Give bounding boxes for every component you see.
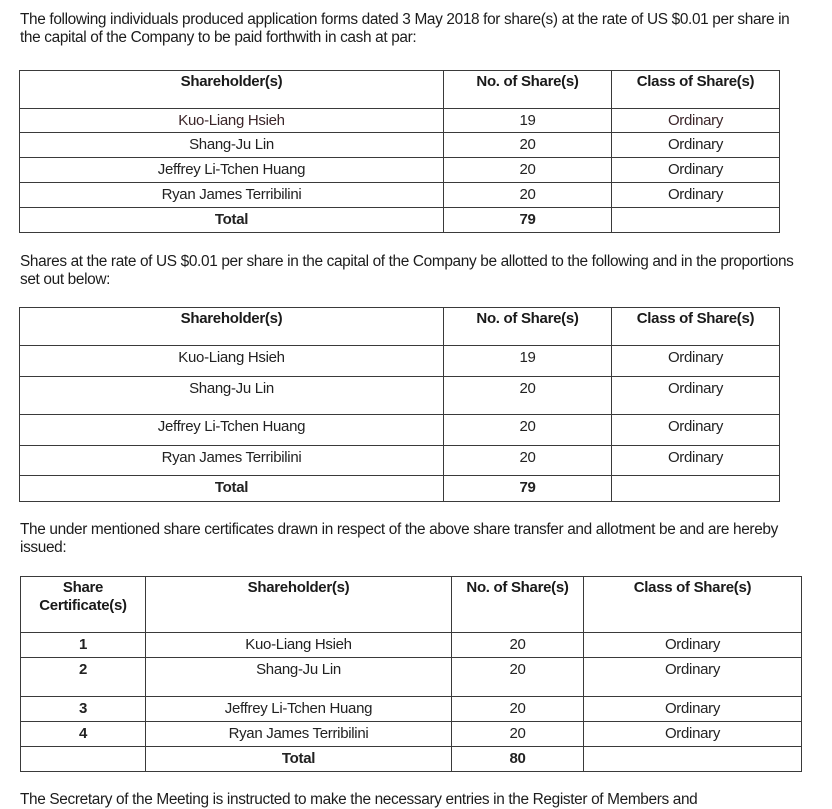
total-certificate-empty (21, 747, 146, 772)
shareholder-cell: Kuo-Liang Hsieh (20, 346, 444, 377)
table-row (21, 633, 802, 658)
table-row (20, 446, 780, 476)
total-class-empty (584, 747, 802, 772)
certificate-cell: 3 (21, 697, 146, 722)
shareholder-cell: Jeffrey Li-Tchen Huang (146, 697, 452, 722)
shares-cell: 20 (452, 633, 584, 658)
class-cell: Ordinary (584, 633, 802, 658)
table-row (20, 158, 780, 183)
shareholder-cell: Jeffrey Li-Tchen Huang (20, 158, 444, 183)
class-cell: Ordinary (612, 346, 780, 377)
table-row (21, 697, 802, 722)
table-row (20, 377, 780, 415)
shareholder-cell: Ryan James Terribilini (146, 722, 452, 747)
header-shares: No. of Share(s) (444, 71, 612, 109)
shares-cell: 20 (444, 446, 612, 476)
total-label: Total (20, 476, 444, 502)
header-certificate: Share Certificate(s) (21, 577, 146, 633)
shares-cell: 20 (444, 133, 612, 158)
class-cell: Ordinary (612, 158, 780, 183)
table-row (21, 658, 802, 697)
total-row (20, 476, 780, 502)
applications-table (19, 70, 780, 233)
shareholder-cell: Shang-Ju Lin (20, 133, 444, 158)
table-row (21, 722, 802, 747)
shareholder-cell: Kuo-Liang Hsieh (20, 109, 444, 133)
certificates-intro-paragraph: The under mentioned share certificates drawn in respect of the above share transfer and allotment be and are hereby issued: (20, 521, 778, 556)
shares-cell: 20 (452, 722, 584, 747)
shareholder-cell: Ryan James Terribilini (20, 183, 444, 208)
class-cell: Ordinary (612, 183, 780, 208)
shares-cell: 20 (444, 415, 612, 446)
shares-cell: 20 (444, 183, 612, 208)
shares-cell: 19 (444, 109, 612, 133)
total-shares: 79 (444, 476, 612, 502)
certificate-cell: 1 (21, 633, 146, 658)
total-shares: 79 (444, 208, 612, 233)
table-row (20, 415, 780, 446)
table-header-row (20, 71, 780, 109)
shareholder-cell: Jeffrey Li-Tchen Huang (20, 415, 444, 446)
header-shares: No. of Share(s) (452, 577, 584, 633)
shares-cell: 20 (444, 158, 612, 183)
total-label: Total (20, 208, 444, 233)
table-row (20, 346, 780, 377)
class-cell: Ordinary (584, 697, 802, 722)
shareholder-cell: Ryan James Terribilini (20, 446, 444, 476)
total-shares: 80 (452, 747, 584, 772)
table-row (20, 109, 780, 133)
class-cell: Ordinary (612, 446, 780, 476)
shareholder-cell: Kuo-Liang Hsieh (146, 633, 452, 658)
class-cell: Ordinary (584, 722, 802, 747)
total-row (21, 747, 802, 772)
total-class-empty (612, 476, 780, 502)
header-shareholder: Shareholder(s) (20, 71, 444, 109)
shares-cell: 19 (444, 346, 612, 377)
class-cell: Ordinary (612, 415, 780, 446)
allotment-table (19, 307, 780, 502)
header-shares: No. of Share(s) (444, 308, 612, 346)
secretary-instruction-paragraph: The Secretary of the Meeting is instructed to make the necessary entries in the Register of Members and (20, 791, 698, 808)
shares-cell: 20 (452, 658, 584, 697)
header-shareholder: Shareholder(s) (20, 308, 444, 346)
class-cell: Ordinary (612, 109, 780, 133)
total-row (20, 208, 780, 233)
header-shareholder: Shareholder(s) (146, 577, 452, 633)
allotment-intro-paragraph: Shares at the rate of US $0.01 per share in the capital of the Company be allotted to the following and in the proportions set out below: (20, 253, 794, 288)
table-header-row (21, 577, 802, 633)
shares-cell: 20 (444, 377, 612, 415)
header-class: Class of Share(s) (612, 308, 780, 346)
certificates-table (20, 576, 802, 772)
applications-intro-paragraph: The following individuals produced application forms dated 3 May 2018 for share(s) at the rate of US $0.01 per share in the capital of the Company to be paid forthwith in cash at par: (20, 11, 790, 46)
class-cell: Ordinary (612, 377, 780, 415)
total-class-empty (612, 208, 780, 233)
shareholder-cell: Shang-Ju Lin (20, 377, 444, 415)
certificate-cell: 4 (21, 722, 146, 747)
class-cell: Ordinary (584, 658, 802, 697)
header-class: Class of Share(s) (612, 71, 780, 109)
table-row (20, 133, 780, 158)
total-label: Total (146, 747, 452, 772)
table-row (20, 183, 780, 208)
header-class: Class of Share(s) (584, 577, 802, 633)
class-cell: Ordinary (612, 133, 780, 158)
shareholder-cell: Shang-Ju Lin (146, 658, 452, 697)
table-header-row (20, 308, 780, 346)
shares-cell: 20 (452, 697, 584, 722)
certificate-cell: 2 (21, 658, 146, 697)
